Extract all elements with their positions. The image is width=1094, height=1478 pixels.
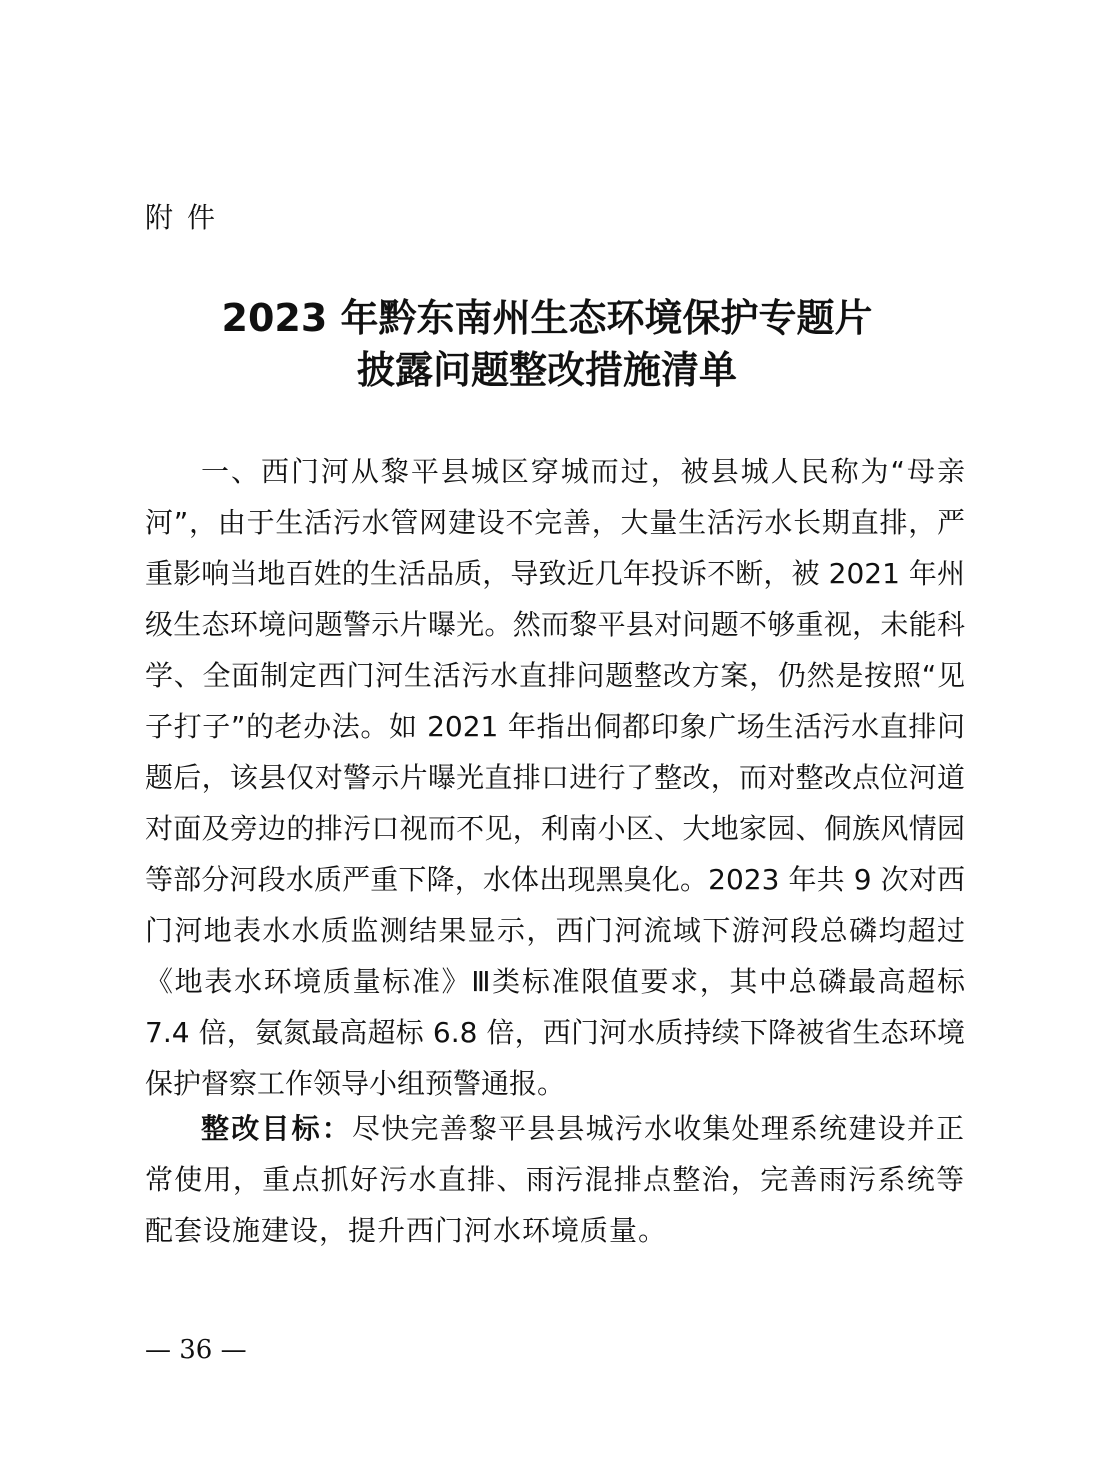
document-title-line-2: 披露问题整改措施清单 (356, 348, 737, 392)
rectification-target-paragraph (145, 1103, 965, 1256)
attachment-label: 附件 (145, 201, 230, 234)
document-title-line-1: 2023 年黔东南州生态环境保护专题片 (221, 296, 873, 340)
rectification-target-label: 整改目标： (201, 1112, 352, 1145)
page-number: — 36 — (145, 1335, 247, 1365)
rectification-target-text: 尽快完善黎平县县城污水收集处理系统建设并正常使用，重点抓好污水直排、雨污混排点整治，完善雨污系统等配套设施建设，提升西门河水环境质量。 (145, 1112, 965, 1247)
problem-description-paragraph: 一、西门河从黎平县城区穿城而过，被县城人民称为“母亲河”，由于生活污水管网建设不完善，大量生活污水长期直排，严重影响当地百姓的生活品质，导致近几年投诉不断，被 2021 年州级生态环境问题警示片曝光。然而黎平县对问题不够重视，未能科学、全面制定西门河生活污水直排问题整改方案，仍然是按照“见子打子”的老办法。如 2021 年指出侗都印象广场生活污水直排问题后，该县仅对警示片曝光直排口进行了整改，而对整改点位河道对面及旁边的排污口视而不见，利南小区、大地家园、侗族风情园等部分河段水质严重下降，水体出现黑臭化。2023 年共 9 次对西门河地表水水质监测结果显示，西门河流域下游河段总磷均超过《地表水环境质量标准》Ⅲ类标准限值要求，其中总磷最高超标 7.4 倍，氨氮最高超标 6.8 倍，西门河水质持续下降被省生态环境保护督察工作领导小组预警通报。 (145, 455, 965, 1100)
